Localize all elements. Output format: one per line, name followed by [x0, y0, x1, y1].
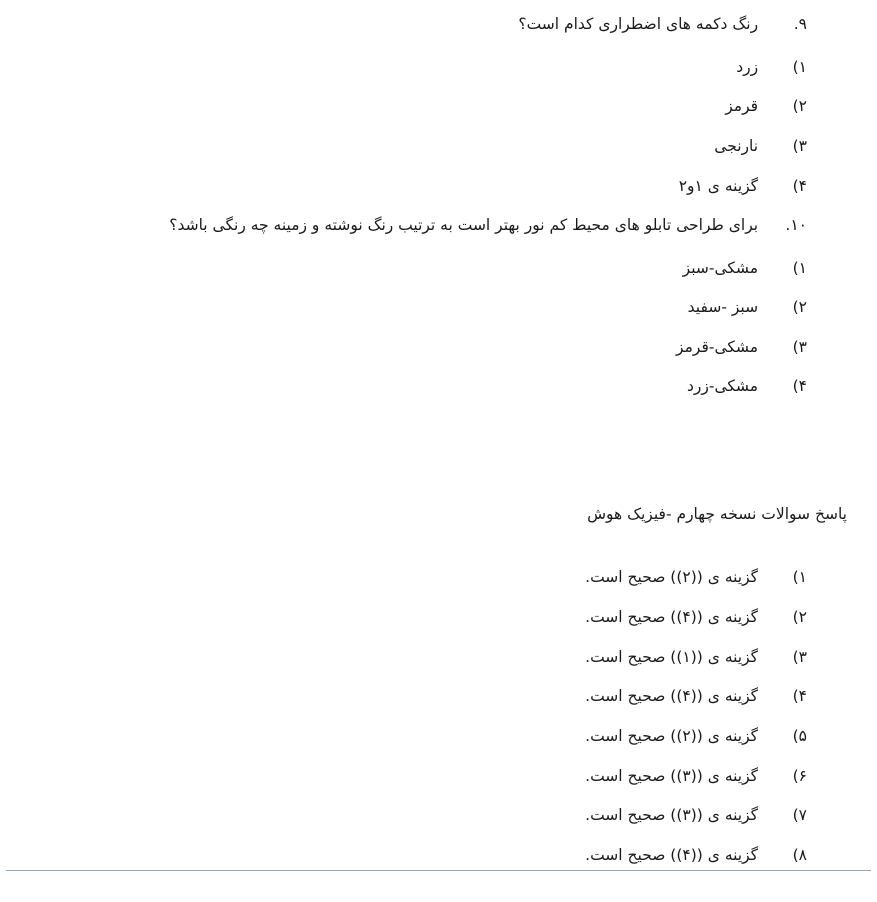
- answer-text: گزینه ی ((۴)) صحیح است.: [585, 608, 759, 626]
- option-text: نارنجی: [714, 137, 759, 155]
- question-10-option-3: [676, 336, 807, 358]
- option-text: سبز -سفید: [687, 298, 759, 316]
- question-9-option-2: [725, 95, 807, 117]
- question-9: [518, 13, 807, 35]
- answer-text: گزینه ی ((۲)) صحیح است.: [585, 727, 759, 745]
- option-text: قرمز: [725, 97, 759, 115]
- answer-number: ۵): [792, 727, 807, 745]
- answer-5: [585, 725, 807, 747]
- option-number: ۲): [792, 298, 807, 316]
- answers-heading: پاسخ سوالات نسخه چهارم -فیزیک هوش: [587, 505, 847, 523]
- answer-7: [585, 804, 807, 826]
- answer-text: گزینه ی ((۳)) صحیح است.: [585, 806, 759, 824]
- option-text: مشکی-زرد: [686, 377, 759, 395]
- option-text: مشکی-سبز: [682, 259, 759, 277]
- answer-number: ۷): [792, 806, 807, 824]
- answer-4: [585, 685, 807, 707]
- answer-number: ۶): [792, 767, 807, 785]
- option-number: ۳): [792, 338, 807, 356]
- question-number: ۱۰.: [785, 216, 807, 234]
- question-10: [169, 214, 807, 236]
- answer-number: ۸): [792, 846, 807, 864]
- answer-number: ۳): [792, 648, 807, 666]
- answer-text: گزینه ی ((۴)) صحیح است.: [585, 846, 759, 864]
- question-9-option-4: [679, 175, 807, 197]
- question-9-option-3: [714, 135, 807, 157]
- answer-text: گزینه ی ((۲)) صحیح است.: [585, 568, 759, 586]
- option-text: زرد: [736, 58, 759, 76]
- answer-number: ۴): [792, 687, 807, 705]
- answer-1: [585, 566, 807, 588]
- answer-2: [585, 606, 807, 628]
- question-10-option-4: [687, 375, 807, 397]
- option-number: ۳): [792, 137, 807, 155]
- option-number: ۱): [792, 58, 807, 76]
- answer-number: ۱): [792, 568, 807, 586]
- answer-text: گزینه ی ((۳)) صحیح است.: [585, 767, 759, 785]
- question-text: رنگ دکمه های اضطراری کدام است؟: [518, 15, 759, 33]
- answer-3: [585, 646, 807, 668]
- question-text: برای طراحی تابلو های محیط کم نور بهتر است به ترتیب رنگ نوشته و زمینه چه رنگی باشد؟: [169, 216, 759, 234]
- option-number: ۴): [792, 377, 807, 395]
- answer-text: گزینه ی ((۴)) صحیح است.: [585, 687, 759, 705]
- answer-6: [585, 765, 807, 787]
- option-number: ۴): [792, 177, 807, 195]
- bottom-divider: [6, 870, 871, 871]
- option-text: مشکی-قرمز: [676, 338, 759, 356]
- question-10-option-1: [683, 257, 807, 279]
- answer-text: گزینه ی ((۱)) صحیح است.: [585, 648, 759, 666]
- option-number: ۲): [792, 97, 807, 115]
- question-10-option-2: [688, 296, 807, 318]
- question-9-option-1: [736, 56, 807, 78]
- option-text: گزینه ی ۱و۲: [678, 177, 759, 195]
- question-number: ۹.: [793, 15, 807, 33]
- option-number: ۱): [792, 259, 807, 277]
- answer-number: ۲): [792, 608, 807, 626]
- answer-8: [585, 844, 807, 866]
